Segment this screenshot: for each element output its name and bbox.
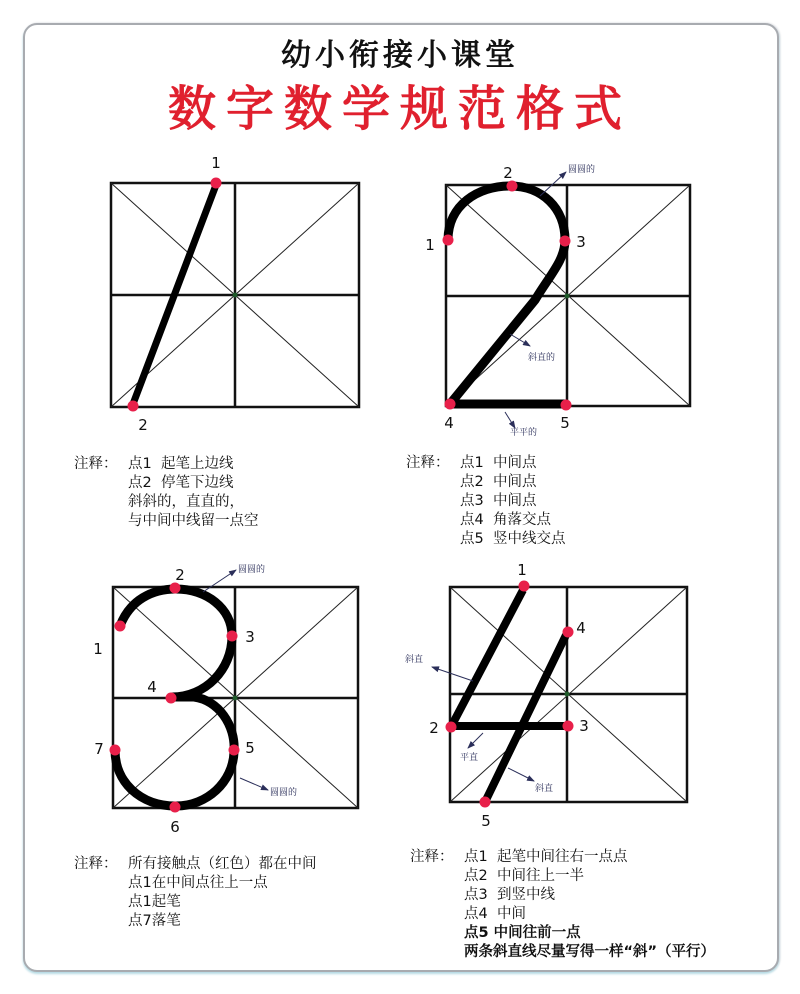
stroke-annotation: 平平的: [510, 428, 538, 438]
grid-digit-4: [450, 587, 687, 802]
stroke-annotation: 斜直: [405, 655, 424, 665]
point-dot-5: [561, 400, 572, 411]
note-line: 点3 中间点: [460, 493, 537, 509]
point-label: 3: [576, 233, 586, 251]
point-dot-5: [480, 797, 491, 808]
note-line-bold: 点5 中间往前一点: [464, 925, 581, 941]
point-label: 5: [560, 414, 570, 432]
point-dot-1: [211, 178, 222, 189]
point-label: 4: [147, 678, 157, 696]
point-dot-6: [170, 802, 181, 813]
point-label: 7: [94, 740, 104, 758]
point-label: 1: [517, 561, 527, 579]
note-line: 点1在中间点往上一点: [128, 875, 268, 891]
note-line: 点1 起笔中间往右一点点: [464, 849, 628, 865]
stroke-annotation: 圆圆的: [568, 165, 596, 175]
page-title: 数字数学规范格式: [167, 81, 632, 137]
note-line: 点4 中间: [464, 906, 526, 922]
note-line: 点2 停笔下边线: [128, 475, 234, 491]
point-label: 5: [481, 812, 491, 830]
note-line: 点1 起笔上边线: [128, 456, 234, 472]
note-line: 点2 中间往上一半: [464, 868, 584, 884]
point-label: 3: [579, 717, 589, 735]
note-line: 点4 角落交点: [460, 512, 551, 528]
point-label: 3: [245, 628, 255, 646]
point-dot-5: [229, 745, 240, 756]
note-line-bold: 两条斜直线尽量写得一样“斜”（平行）: [464, 944, 716, 960]
point-label: 1: [211, 154, 221, 172]
point-dot-3: [563, 721, 574, 732]
stroke-annotation: 斜直: [535, 784, 554, 794]
point-dot-2: [170, 583, 181, 594]
note-line: 与中间中线留一点空: [128, 513, 259, 529]
stroke-annotation: 圆圆的: [238, 565, 266, 575]
point-dot-1: [519, 581, 530, 592]
point-label: 2: [138, 416, 148, 434]
point-dot-1: [115, 621, 126, 632]
note-line: 所有接触点（红色）都在中间: [128, 856, 317, 872]
note-line: 点1起笔: [128, 894, 181, 910]
point-dot-3: [227, 631, 238, 642]
point-label: 1: [425, 236, 435, 254]
point-dot-1: [443, 235, 454, 246]
notes-label: 注释：: [74, 856, 118, 872]
point-label: 2: [503, 164, 513, 182]
notes-digit-4: [410, 848, 715, 962]
notes-label: 注释：: [410, 849, 454, 865]
point-dot-4: [166, 693, 177, 704]
point-dot-3: [560, 236, 571, 247]
point-dot-7: [110, 745, 121, 756]
grid-digit-2: [446, 185, 690, 406]
stroke-annotation: 圆圆的: [270, 788, 298, 798]
point-label: 4: [576, 619, 586, 637]
note-line: 斜斜的，直直的，: [128, 494, 244, 510]
point-label: 1: [93, 640, 103, 658]
point-label: 2: [175, 566, 185, 584]
notes-digit-1: [74, 455, 259, 531]
notes-label: 注释：: [74, 456, 118, 472]
stroke-annotation: 平直: [460, 753, 479, 763]
notes-digit-3: [74, 855, 317, 931]
point-dot-2: [446, 722, 457, 733]
point-label: 4: [444, 414, 454, 432]
note-line: 点7落笔: [128, 913, 181, 929]
stroke-annotation: 斜直的: [528, 353, 556, 363]
point-dot-2: [507, 181, 518, 192]
page-subtitle: 幼小衔接小课堂: [281, 38, 519, 73]
point-label: 2: [429, 719, 439, 737]
point-label: 5: [245, 739, 255, 757]
note-line: 点5 竖中线交点: [460, 531, 566, 547]
note-line: 点2 中间点: [460, 474, 537, 490]
grid-digit-3: [113, 587, 358, 808]
notes-label: 注释：: [406, 455, 450, 471]
note-line: 点1 中间点: [460, 455, 537, 471]
note-line: 点3 到竖中线: [464, 887, 555, 903]
point-label: 6: [170, 818, 180, 836]
point-dot-2: [128, 401, 139, 412]
point-dot-4: [445, 399, 456, 410]
point-dot-4: [563, 627, 574, 638]
notes-digit-2: [406, 454, 565, 549]
